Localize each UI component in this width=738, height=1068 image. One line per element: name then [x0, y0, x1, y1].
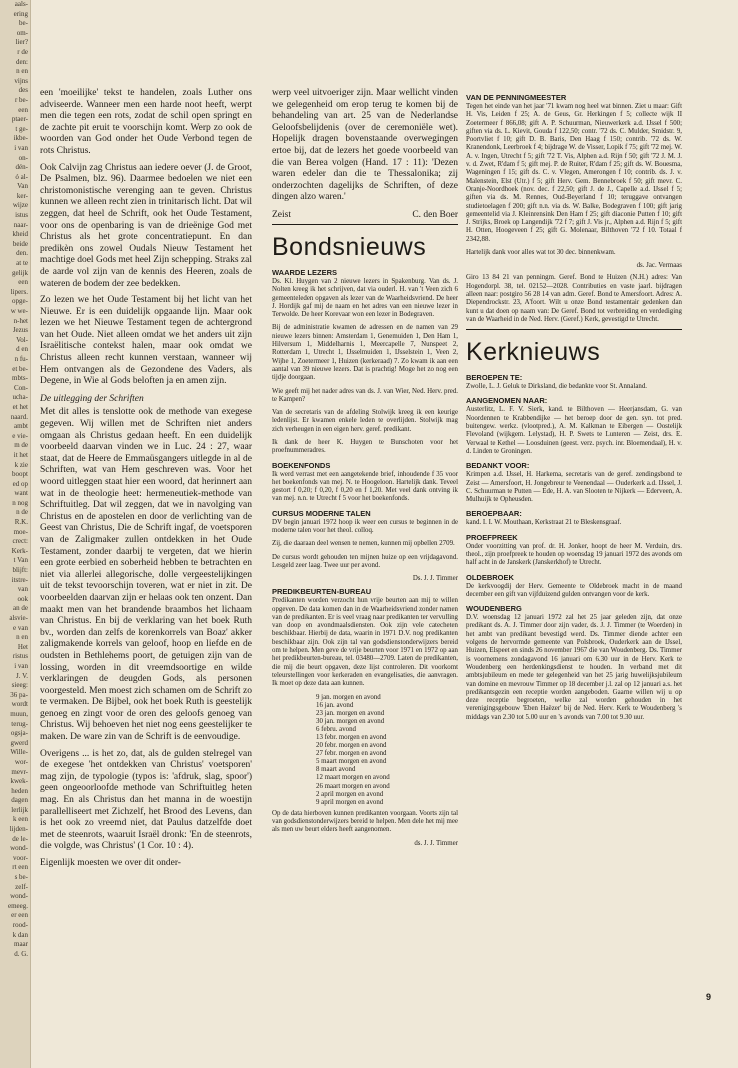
kerknieuws-section-text: kand. I. I. W. Mouthaan, Kerkstraat 21 te Bleskensgraaf. — [466, 519, 622, 527]
paragraph: Overigens ... is het zo, dat, als de gulden stelregel van de exegese 'het ontdekken van Christus' voetsporen' mag zijn, de typologie (typos is: 'afdruk, slag, spoor') geen ongeoorloofde methode van Schriftuitleg heten mag. En als Christus dan het manna in de woestijn parallelliseert met Zichzelf, het Brood des Levens, dan is het ook zo vreemd niet, dat Paulus datzelfde doet met de steenrots, waaruit Israël dronk: 'En de steenrots, die volgde, was Christus' (1 Cor. 10 : 4). — [40, 748, 252, 852]
margin-line: den. — [16, 249, 28, 258]
article-column-1 — [40, 88, 252, 978]
margin-line: 36 pa- — [10, 690, 28, 699]
date-item: 13 febr. morgen en avond — [316, 733, 387, 741]
margin-line: lipers. — [10, 287, 28, 296]
margin-line: aals- — [14, 0, 28, 8]
kerknieuws-section-text: Onder voorzitting van prof. dr. H. Jonker, hoopt de heer M. Verduin, drs. theol., zijn proefpreek te houden op woensdag 19 januari 1972 des avonds om half acht in de Janskerk (Janskerkhof) te Utrecht. — [466, 542, 682, 567]
margin-line: rood- — [12, 921, 28, 929]
margin-line: voor- — [12, 853, 28, 862]
margin-line: s be- — [14, 873, 28, 882]
margin-line: mbts- — [12, 374, 28, 383]
margin-line: de le- — [12, 834, 28, 843]
margin-line: n fu- — [14, 354, 28, 363]
margin-line: ed op — [12, 479, 28, 488]
margin-line: dagen — [11, 796, 28, 805]
margin-line: e van — [13, 623, 28, 632]
margin-line: an de — [13, 604, 28, 613]
margin-line: Con- — [14, 383, 28, 392]
margin-line: gelijk — [12, 268, 28, 277]
margin-line: e vie- — [12, 431, 28, 440]
margin-line: opge- — [12, 297, 28, 306]
date-item: 20 febr. morgen en avond — [316, 742, 387, 750]
margin-line: moe- — [13, 527, 28, 536]
article-conclusion — [272, 88, 458, 204]
margin-line: Kerk- — [11, 546, 28, 555]
margin-line: wijze — [12, 201, 28, 210]
article-signature — [272, 210, 458, 220]
margin-line: k zie — [14, 460, 28, 469]
margin-line: n-het — [13, 316, 28, 325]
margin-line: Van — [17, 182, 28, 191]
margin-line: n en — [16, 633, 28, 642]
margin-line: maar — [14, 940, 28, 949]
margin-line: R.K. — [14, 518, 28, 527]
margin-line: Vol- — [16, 335, 28, 344]
cursus-signature: Ds. J. J. Timmer — [412, 575, 458, 583]
margin-line: be- — [19, 19, 28, 28]
kerknieuws-section-title: PROEFPREEK — [466, 532, 518, 542]
margin-line: at te — [16, 259, 28, 268]
margin-line: crect: — [12, 537, 28, 546]
date-item: 16 jan. avond — [316, 701, 354, 709]
kerknieuws-section-text: D.V. woensdag 12 januari 1972 zal het 25 jaar geleden zijn, dat onze predikant ds. A. J. Timmer door zijn vader, ds. J. J. Timmer (te Woerden) in het ambt van predikant bevestigd werd. Ds. Timmer diende achter een volgens de hervormde gemeente van Polsbroek, Ouderkerk aan de IJssel, Huizen, Elspeet en sinds 26 november 1967 die van Woudenberg. Ds. Timmer is voornemens zondagavond 16 januari om 6.30 uur in de Herv. Kerk te Woudenberg een herdenkingsdienst te houden. In verband met dit ambtsjubileum en mede ter gelegenheid van het 25 jarig huwelijksjubileum van domine en mevrouw Timmer op 18 december j.l. zal op 12 januari a.s. het predikantsgezin een receptie worden aangeboden. Gaarne willen wij u op deze receptie begroeten, welke zal worden gehouden in het verenigingsgebouw 'Eben Haëzer' bij de Ned. Herv. Kerk te Woudenberg 's middags van 2.30 tot 5.00 uur en 's avonds van 7.00 tot 9.30 uur. — [466, 614, 682, 721]
margin-line: d en — [16, 345, 28, 354]
date-item: 2 april morgen en avond — [316, 790, 384, 798]
margin-line: alsvie- — [9, 614, 28, 622]
margin-line: m de — [14, 441, 28, 450]
margin-line: r be- — [14, 95, 28, 104]
margin-line: mevr- — [11, 767, 28, 776]
margin-line: muun, — [10, 709, 28, 718]
divider — [272, 224, 458, 225]
date-item: 12 maart morgen en avond — [316, 774, 390, 782]
date-item: 26 maart morgen en avond — [316, 782, 390, 790]
cursus-body — [272, 519, 458, 570]
margin-line: w we- — [10, 307, 28, 315]
kerknieuws-section-title: AANGENOMEN NAAR: — [466, 396, 548, 406]
signature-name: C. den Boer — [412, 209, 458, 220]
paragraph: Wie geeft mij het nader adres van ds. J. van Wier, Ned. Herv. pred. te Kampen? — [272, 387, 458, 403]
margin-line: ambt — [14, 422, 28, 431]
predikbeurten-signature: ds. J. J. Timmer — [414, 839, 458, 847]
predikbeurten-body: Predikanten worden verzocht hun vrije beurten aan mij te willen opgeven. De data komen dan in de Waarheidsvriend zonder namen van de predikanten. Er is veel vraag naar predikanten ter vervulling van doop en avondmaalsdiensten. Ook zijn vele catecheten beschikbaar. Hierbij de data, waarin in 1971 D.V. nog predikanten beschikbaar zijn. Ook zijn tal van godsdienstonderwijzers bereid om te helpen. Men geve de vrije beurten voor 1971 en 1972 op aan het predikbeurten-bureau, tel. 03480—2709. Laten de predikanten, die mij die beurt opgaven, deze lijst controleren. Dit voorkomt teleurstellingen voor kerkeraden en evangelisaties, die aanvragen. Ik moet op deze data aan kunnen. — [272, 597, 458, 688]
paragraph: Ook Calvijn zag Christus aan iedere oever (J. de Groot, De Psalmen, blz. 96). Daarmee bedoelen we niet een christomonistische verenging aan te geven. Christus kunnen we alleen recht zien in trinitarisch licht. Dat wil zeggen, dat heel de Schrift, ook het Oude Testament, voor ons de openbaring is van de drieënige God met Christus als het grote concentratiepunt. En dan predikèn ons zowel Oudals Nieuw Testament het machtige doel Gods met heel Zijn schepping. Straks zal de aarde vol zijn van de kennis des Heeren, zoals de wateren de bodem der zee bedekken. — [40, 162, 252, 289]
margin-line: k een — [13, 815, 28, 824]
article-body-top — [40, 88, 252, 388]
article-body-bottom — [40, 407, 252, 869]
kerknieuws-sections — [466, 373, 682, 722]
margin-line: heden — [11, 786, 28, 795]
margin-line: ook — [17, 594, 28, 603]
margin-line: sieeg: — [11, 681, 28, 690]
margin-line: des — [18, 86, 28, 95]
margin-line: er een — [11, 911, 28, 920]
margin-line: n nog — [12, 498, 28, 507]
margin-line: Wille- — [10, 748, 28, 757]
kerknieuws-section-title: BEROEPBAAR: — [466, 509, 522, 519]
predikbeurten-title: PREDIKBEURTEN-BUREAU — [272, 587, 372, 597]
margin-line: it het — [13, 450, 28, 459]
margin-line: blijft: — [12, 566, 28, 575]
predikbeurten-after: Op de data hierboven kunnen predikanten voorgaan. Voorts zijn tal van godsdienstonderwijzers bereid te helpen. Men dele het mij mee als men uw beurt elders heeft aangenomen. — [272, 809, 458, 834]
margin-line: wond- — [10, 892, 28, 901]
divider-kerknieuws — [466, 329, 682, 330]
margin-line: rt een — [12, 863, 28, 872]
subheading-uitlegging: De uitlegging der Schriften — [40, 393, 144, 404]
margin-line: een — [18, 278, 28, 287]
margin-line: ucha- — [12, 393, 28, 402]
margin-line: ó al- — [15, 172, 28, 181]
paragraph: Eigenlijk moesten we over dit onder- — [40, 858, 181, 868]
margin-line: want — [14, 489, 28, 498]
date-item: 23 jan. morgen en avond — [316, 709, 385, 717]
kerknieuws-section-title: OLDEBROEK — [466, 572, 514, 582]
page-number: 9 — [706, 992, 712, 1002]
margin-line: ikbe- — [13, 134, 28, 143]
kerknieuws-section-title: BEROEPEN TE: — [466, 373, 523, 383]
margin-line: wor- — [14, 757, 28, 766]
date-item: 27 febr. morgen en avond — [316, 750, 387, 758]
margin-line: t Van — [13, 556, 28, 565]
margin-line: kheid — [12, 230, 28, 239]
margin-line: et be- — [12, 364, 28, 373]
margin-line: zelf- — [15, 882, 28, 891]
cursus-title: CURSUS MODERNE TALEN — [272, 508, 371, 518]
margin-line: J. V. — [15, 671, 28, 680]
margin-line: i van — [14, 661, 28, 670]
margin-line: beide — [12, 239, 28, 248]
margin-line: i van — [14, 143, 28, 152]
margin-line: d. G. — [14, 949, 28, 958]
article-column-2 — [272, 88, 458, 968]
date-item: 8 maart avond — [316, 766, 356, 774]
kerknieuws-section-title: WOUDENBERG — [466, 604, 522, 614]
margin-line: terug- — [11, 719, 28, 728]
margin-line: kwek- — [10, 777, 28, 786]
paragraph: De cursus wordt gehouden ten mijnen huize op een vrijdagavond. Lesgeld zeer laag. Twee uur per avond. — [272, 553, 458, 569]
margin-line: Het — [17, 642, 28, 651]
margin-line: Jezus — [12, 326, 28, 335]
signature-place: Zeist — [272, 209, 291, 220]
margin-line: n en — [16, 67, 28, 76]
margin-line: istus — [15, 211, 28, 220]
predikbeurten-dates — [272, 694, 458, 807]
date-item: 30 jan. morgen en avond — [316, 717, 385, 725]
kerknieuws-section-text: Zwolle, L. J. Geluk te Dirksland, die bedankte voor St. Annaland. — [466, 383, 648, 391]
margin-line: itstre- — [11, 575, 28, 584]
date-item: 9 jan. morgen en avond — [316, 693, 381, 701]
margin-line: lijden- — [9, 825, 28, 834]
margin-line: naard. — [10, 412, 28, 421]
margin-line: lier? — [15, 38, 28, 47]
paragraph: Met dit alles is tenslotte ook de methode van exegese gegeven. Wij willen met de Schriften niet anders omgaan als Christus gedaan heeft. En een duidelijk voorbeeld daarvan vinden we in Luc. 24 : 27, waar staat, dat de Heere de Emmaüsgangers uitlegde in al de Schriften, wat van Hem geschreven was. Voor het woord uitleggen staat hier een woord, dat herinnert aan wat in de theologie heet: hermeneutiek-methode van Schriftuitleg. Dat wil zeggen, dat we in navolging van Christus en de apostelen en door de verlichting van de Geest van Christus, Die de Schrift ingaf, de voetsporen van de Zaligmaker zullen ontdekken in het Oude Testament, zonder daarbij te vergeten, dat we hierin een grote eerbied en soberheid hebben te betrachten en niet via allerlei allegorische, dolle vergeestelijkingen uit de tekst tevoorschijn toveren, wat er niet in zit. De voorbeelden daarvan zijn er helaas ook ten onzent. Dan maakt men van het brandende braambos het lichaam van Christus. En bij de verklaring van het boek Ruth bv., worden dan zelfs de korenkorrels van Boaz' akker zaligmakende korrels van geloof, hoop en liefde en de oudsten in Bethlehems poort, de getuigen zijn van de lossing, worden in dit vreemdsoortige en wilde verklaringen de deugden Gods, als personen voorgesteld. Men moest zich schamen om de Schrift zo te vermaken. De Bijbel, ook het boek Ruth is geestelijk genoeg en zingt voor de oren des geloofs genoeg van Christus. Wij behoeven het niet nog eens geestelijker te maken. De ware zin van de Schrift is de eenvoudige. — [40, 407, 252, 743]
paragraph: Van de secretaris van de afdeling Stolwijk kreeg ik een keurige ledenlijst. Er kwamen enkele leden te overlijden. Stolwijk mag zich verheugen in een eigen herv. geref. predikant. — [272, 409, 458, 433]
margin-line: r de — [17, 47, 28, 56]
margin-line: ker- — [16, 191, 28, 200]
margin-line: emeeg. — [7, 901, 28, 910]
margin-line: vijns — [14, 76, 28, 85]
margin-line: gwerd — [10, 738, 28, 747]
waarde-lezers-title: WAARDE LEZERS — [272, 267, 338, 277]
paragraph: Bij de administratie kwamen de adressen en de namen van 29 nieuwe lezers binnen: Amsterdam 1, Genemuiden 1, Den Ham 1, Hilversum 1, Middelharnis 1, Meercapelle 7, Nunspeet 2, Rotterdam 1, Utrecht 1, IJsselmuiden 1, IJsselstein 1, Veen 2, Wijhe 1, Zoetermeer 1, Huizen (kerkeraad) 7. Zo kwam ik aan een aantal van 39 nieuwe lezers. Dat is prachtig! Moge het zo nog een tijdje doorgaan. — [272, 324, 458, 382]
article-column-3 — [466, 88, 682, 968]
margin-line: ptaer- — [11, 115, 28, 124]
margin-line: om- — [16, 28, 28, 37]
paragraph: Ds. Kl. Huygen van 2 nieuwe lezers in Spakenburg. Van ds. J. Nolten kreeg ik het schrijven, dat via ouderl. H. van 't Veen zich 6 gemeenteleden opgaven als lezer van de Waarheidsvriend. De heer J. Hordijk gaf mij de naam en het adres van een nieuwe lezer in Terwolde. De heer Korevaar won een lezer in Bodegraven. — [272, 277, 458, 319]
kerknieuws-section-text: De kerkvoogdij der Herv. Gemeente te Oldebroek macht in de maand december een gift van vijfduizend gulden ontvangen voor de kerk. — [466, 582, 682, 598]
kerknieuws-section-title: BEDANKT VOOR: — [466, 461, 530, 471]
margin-line: n de — [16, 508, 28, 517]
boekenfonds-title: BOEKENFONDS — [272, 460, 331, 470]
boekenfonds-body: Ik werd verrast met een aangetekende brief, inhoudende f 35 voor het boekenfonds van mej. N. te Hoogeloon. Hartelijk dank. Teveel gestort f 0,20; f 0,20, f 0,20 en f 1,20. Met veel dank ontving ik van mej. n.n. te Utrecht f 5 voor het boekenfonds. — [272, 470, 458, 503]
paragraph: werp veel uitvoeriger zijn. Maar wellicht vinden we gelegenheid om erop terug te komen bij de behandeling van art. 25 van de Nederlandse Geloofsbelijdenis (over de ceremoniële wet). Hopelijk dragen bovenstaande overwegingen ertoe bij, dat de lezers het goede voorbeeld van die van Berea volgen (Hand. 17 : 11): 'Dezen waren edeler dan die te Thessalonika; zij onderzochten dagelijks de Schriften, of deze dingen alzo waren.' — [272, 88, 458, 203]
kerknieuws-section-text: Austerlitz, L. F. V. Sierk, kand. te Bilthoven — Heerjansdam, G. van Noordennen te Krabbendijke — het beroep door de gen. syn. tot pred. buitengew. werkz. (vlootpred.), A. M. Kalkman te Eibergen — Oostelijk Flevoland (wijkgem. Lelystad), H. P. Swets te Lunteren — Zeist, drs. E. Verwaal te Kethel — Loosduinen (geest. verz. psych. inr. Bloemendaal), H. v. d. Linden te Groningen. — [466, 406, 682, 455]
penningmeester-body: Tegen het einde van het jaar '71 kwam nog heel wat binnen. Ziet u maar: Gift H. Vis, Leiden f 25; A. de Geus, Gr. Herkingen f 5; collecte wijk II Zoetermeer f 866,08; gift A. P. Schuurman, Nieuwerkerk a.d. IJssel f 500; giften via ds. L. Kievit, Gouda f 122,50; contr. '72 ds. C. Mulder, Smidstr. 9, Poortvliet f 10; gift D. B. Baris, Den Haag f 150; contrib. '72 ds. W. Kranendonk, Leerbroek f 4; bijdrage W. de Visser, Lopik f 75; gift '72 mej. W. A. v. Ingen, Utrecht f 5; gift '72 T. Vis, Alphen a.d. Rijn f 50; gift '72 J. M. J. v. d. Zwet, R'dam f 5; gift mej. P. de Ruiter, R'dam f 25; gift ds. W. Bouesma, Wageningen f 15; gift ds. C. v. Vlegen, Amerongen f 10; contrib. ds. J. v. Malenstein, Elst (Utr.) f 5; gift Herv. Gem. Bennebroek f 50; gift mevr. C. Oranje-Noordhoek (nov. dec. f 22,50; gift J. de J., Capelle a.d. IJssel f 5; giften via ds. M. Rennes, Oud-Beyerland f 10; teruggave ontvangen studietoelagen f 200; gift n.n. via ds. W. Balke, Bodegraven f 100; gift jarig gemeentelid via J. Kleinrensink Den Ham f 25; gift diaconie Putten f 10; gift J. Strijks, Broek op Langendijk '72 f 7; gift J. Vis jr., Alphen a.d. Rijn f 5; gift H. Otten, Hoogeveen f 25; gift G. Molenaar, Bilthoven '72 f 10. Totaal f 2342,88. — [466, 103, 682, 243]
margin-line: dén- — [15, 163, 28, 172]
margin-line: t ge- — [15, 124, 28, 133]
date-item: 6 febru. avond — [316, 725, 356, 733]
margin-line: ogsja- — [10, 729, 28, 738]
penningmeester-signature: ds. Jac. Vermaas — [636, 262, 682, 270]
kerknieuws-section-text: Krimpen a.d. IJssel, H. Harkema, secretaris van de geref. zendingsbond te Zeist — Amersfoort, H. Jongebreur te Veenendaal — Ouderkerk a.d. IJssel, J. C. Schuurman te Putten — Ede, H. A. van Slooten te Nijkerk — Ederveen, A. Mulhuijk te Opheusden. — [466, 471, 682, 504]
margin-line: et het — [12, 402, 28, 411]
margin-line: den: — [15, 57, 28, 66]
date-item: 9 april morgen en avond — [316, 798, 384, 806]
margin-line: wond- — [10, 844, 28, 853]
penningmeester-giro: Giro 13 84 21 van penningm. Geref. Bond te Huizen (N.H.) adres: Van Hogendorpl. 38, tel. 02152—2028. Contributies en vaste jaarl. bijdragen alleen naar: postgiro 56 28 14 van adm. Geref. Bond te Amersfoort. Adres: A. Diependrockstr. 23, A'foort. Wilt u onze Bond testamentair gedenken dan kunt u dat doen op naam van: De Geref. Bond tot verbreiding en verdediging van de Waarheid in de Ned. Herv. (Geref.) Kerk, gevestigd te Utrecht. — [466, 274, 682, 323]
left-margin-column — [0, 0, 31, 1068]
penningmeester-thanks: Hartelijk dank voor alles wat tot 30 dec. binnenkwam. — [466, 249, 616, 257]
bondsnieuws-heading: Bondsnieuws — [272, 232, 427, 261]
margin-line: on- — [18, 153, 28, 162]
margin-line: van — [17, 585, 28, 594]
margin-line: boopt — [12, 470, 28, 479]
kerknieuws-heading: Kerknieuws — [466, 338, 601, 367]
margin-line: lerlijk — [11, 805, 28, 814]
paragraph: Zij, die daaraan deel wensen te nemen, kunnen mij opbellen 2709. — [272, 540, 455, 548]
margin-line: naar- — [13, 220, 28, 229]
waarde-lezers-body — [272, 278, 458, 456]
margin-line: ering — [13, 9, 28, 18]
margin-line: ristus — [12, 652, 28, 661]
margin-line: een — [18, 105, 28, 114]
margin-line: wordt — [11, 700, 28, 709]
paragraph: DV begin januari 1972 hoop ik weer een cursus te beginnen in de moderne talen voor het theol. colloq. — [272, 518, 458, 535]
margin-line: k dan — [12, 930, 28, 939]
paragraph: een 'moeilijke' tekst te handelen, zoals Luther ons adviseerde. Wanneer men een harde noot heeft, werpt men die tegen een rots, zodat de schil open springt en de zachte pit eruit te voorschijn komt. Werp zo ook de woorden van God onder het Oude Verbond tegen de rots Christus. — [40, 88, 252, 156]
paragraph: Ik dank de heer K. Huygen te Bunschoten voor het proefnummeradres. — [272, 438, 458, 455]
date-item: 5 maart morgen en avond — [316, 758, 387, 766]
penningmeester-title: VAN DE PENNINGMEESTER — [466, 93, 567, 102]
paragraph: Zo lezen we het Oude Testament bij het licht van het Nieuwe. Er is een duidelijk opgaande lijn. Maar ook lezen we het Nieuwe Testament tegen de achtergrond van het Oude. Niet alleen omdat we het anders uit zijn Israëlitische contekst halen, maar ook omdat we Christus alleen recht kunnen verstaan, wanneer wij Hem ontvangen als de Gezondene des Vaders, als Degene, in Wie al Gods beloften ja en amen zijn. — [40, 295, 252, 387]
